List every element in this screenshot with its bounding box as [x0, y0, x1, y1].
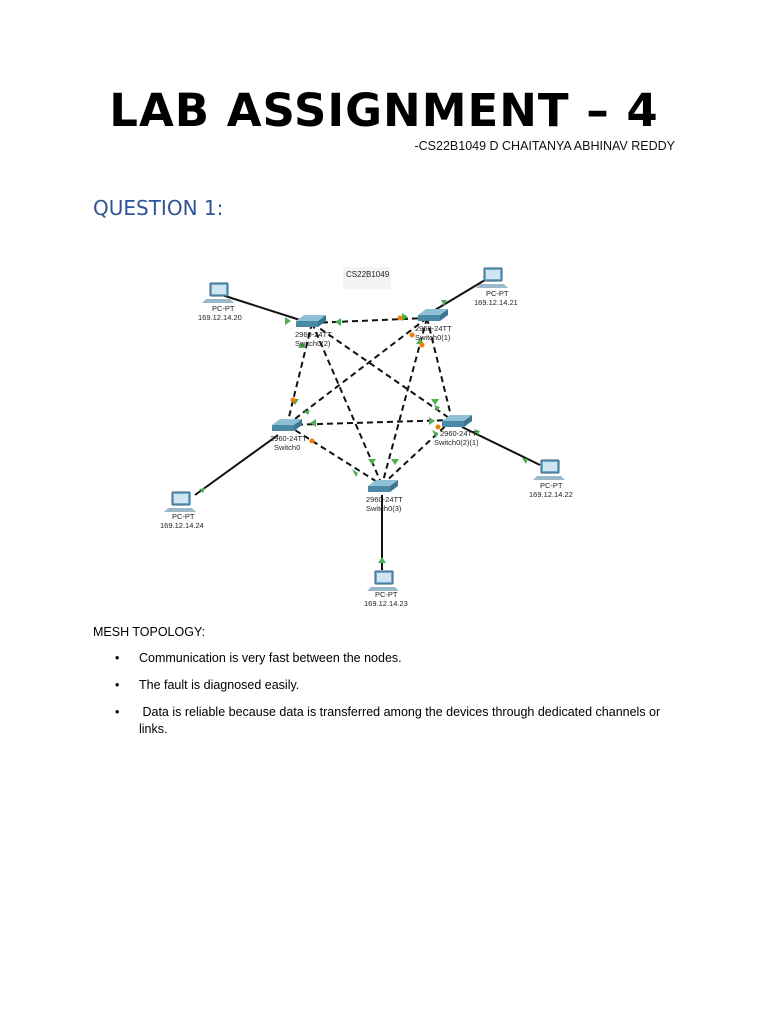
pc-ip: 169.12.14.22 [529, 490, 573, 499]
switch-sw03[interactable] [366, 480, 403, 513]
switch-sw01[interactable] [415, 309, 452, 342]
switch-name: Switch0(1) [415, 333, 451, 342]
bullet-dot: • [115, 705, 120, 719]
network-diagram [150, 255, 590, 615]
pc-21[interactable] [474, 268, 518, 307]
switch-model: 2960-24TT [295, 330, 332, 339]
pc-23[interactable] [364, 571, 408, 608]
link-pc24-sw0 [195, 435, 278, 495]
switch-model: 2960-24TT [440, 429, 477, 438]
switch-name: Switch0(2) [295, 339, 331, 348]
switch-sw02[interactable] [295, 315, 332, 348]
bullet-dot: • [115, 678, 120, 692]
bullet-dot: • [115, 651, 120, 665]
pc-20[interactable] [198, 283, 242, 322]
pc-ip: 169.12.14.21 [474, 298, 518, 307]
switch-model: 2960-24TT [366, 495, 403, 504]
pc-ip: 169.12.14.23 [364, 599, 408, 608]
list-item [93, 650, 673, 667]
list-item-text: Communication is very fast between the nodes. [139, 651, 402, 665]
document-title: LAB ASSIGNMENT – 4 [109, 84, 659, 137]
link-up-markers [199, 300, 528, 563]
switch-model: 2960-24TT [270, 434, 307, 443]
bullet-list [93, 650, 673, 748]
author-line: -CS22B1049 D CHAITANYA ABHINAV REDDY [414, 139, 675, 153]
list-item-text: The fault is diagnosed easily. [139, 678, 300, 692]
pc-type: PC-PT [212, 304, 235, 313]
pc-links [195, 280, 540, 570]
pc-ip: 169.12.14.20 [198, 313, 242, 322]
pc-ip: 169.12.14.24 [160, 521, 204, 530]
pc-22[interactable] [529, 460, 573, 499]
switch-name: Switch0(3) [366, 504, 402, 513]
list-item [93, 704, 673, 738]
question-heading: QUESTION 1: [93, 196, 224, 220]
topology-heading: MESH TOPOLOGY: [93, 625, 206, 639]
switch-model: 2960-24TT [415, 324, 452, 333]
switch-name: Switch0(2)(1) [434, 438, 479, 447]
pc-type: PC-PT [172, 512, 195, 521]
diagram-label: CS22B1049 [346, 270, 390, 279]
list-item [93, 677, 673, 694]
pc-24[interactable] [160, 492, 204, 530]
link-sw02-sw01 [312, 318, 427, 323]
list-item-text: Data is reliable because data is transferred among the devices through dedicated channels or links. [139, 705, 664, 736]
pc-type: PC-PT [486, 289, 509, 298]
pc-type: PC-PT [540, 481, 563, 490]
pc-type: PC-PT [375, 590, 398, 599]
switch-name: Switch0 [274, 443, 301, 452]
switch-sw0[interactable] [270, 419, 307, 452]
